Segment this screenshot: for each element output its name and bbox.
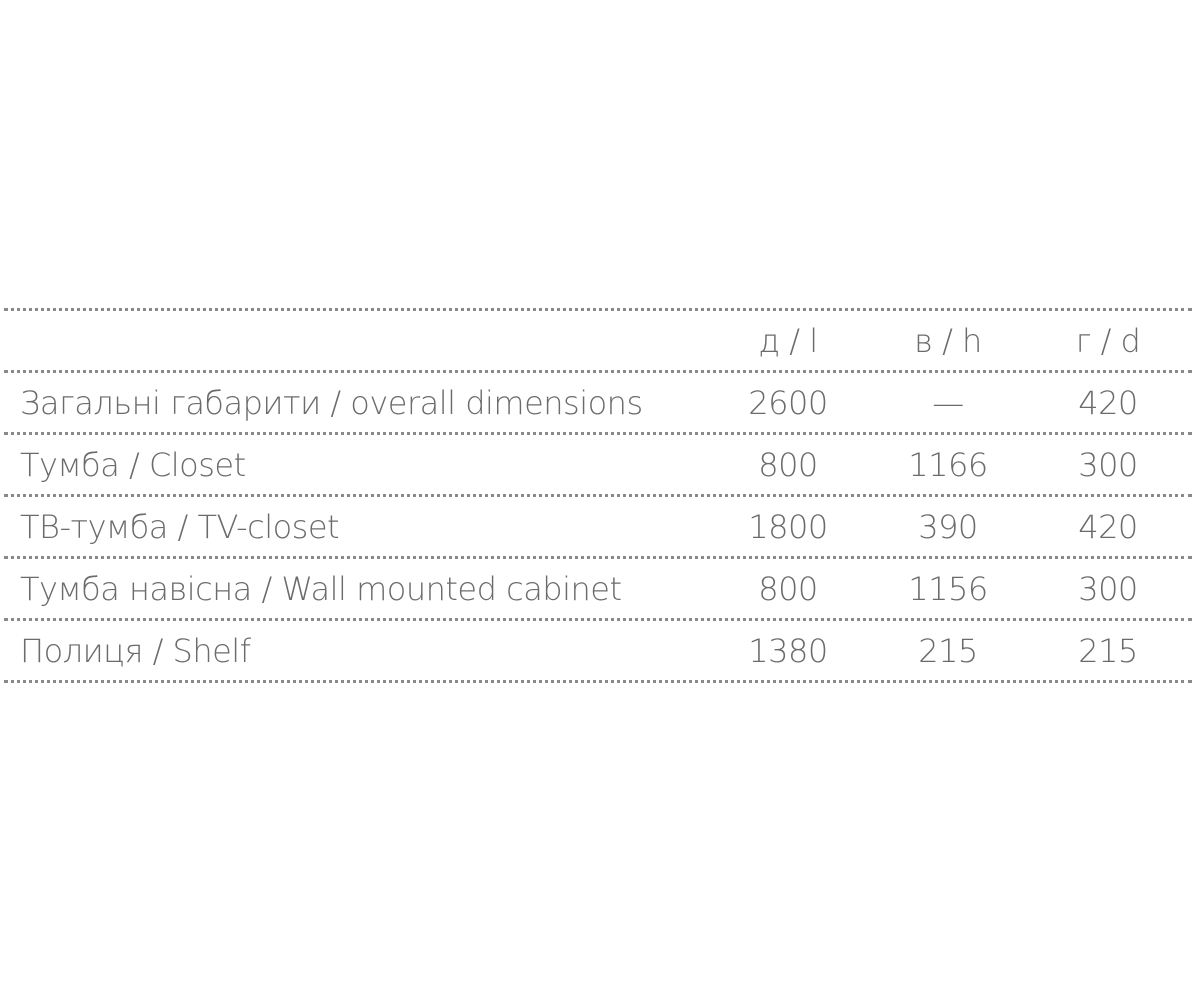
row-length: 2600 [748,383,828,422]
row-depth: 215 [1078,631,1138,670]
row-length: 1380 [748,631,828,670]
row-name: Полиця / Shelf [20,631,251,670]
table-row [0,435,1192,494]
row-height: — [932,383,964,422]
table-header-row [0,311,1192,370]
row-name: Загальні габарити / overall dimensions [20,383,643,422]
row-height: 390 [918,507,978,546]
table-row [0,373,1192,432]
row-height: 1166 [908,445,988,484]
header-height: в / h [914,321,982,360]
row-height: 1156 [908,569,988,608]
dimensions-table [0,308,1192,683]
row-name: Тумба навісна / Wall mounted cabinet [20,569,622,608]
table-row [0,621,1192,680]
row-length: 1800 [748,507,828,546]
row-depth: 300 [1078,569,1138,608]
header-depth: г / d [1075,321,1141,360]
row-length: 800 [758,569,818,608]
row-height: 215 [918,631,978,670]
row-length: 800 [758,445,818,484]
table-row [0,559,1192,618]
row-name: ТВ-тумба / TV-closet [20,507,340,546]
row-name: Тумба / Closet [20,445,246,484]
row-depth: 420 [1078,383,1138,422]
header-length: д / l [758,321,818,360]
row-depth: 300 [1078,445,1138,484]
table-row [0,497,1192,556]
row-depth: 420 [1078,507,1138,546]
table-divider [4,680,1192,683]
